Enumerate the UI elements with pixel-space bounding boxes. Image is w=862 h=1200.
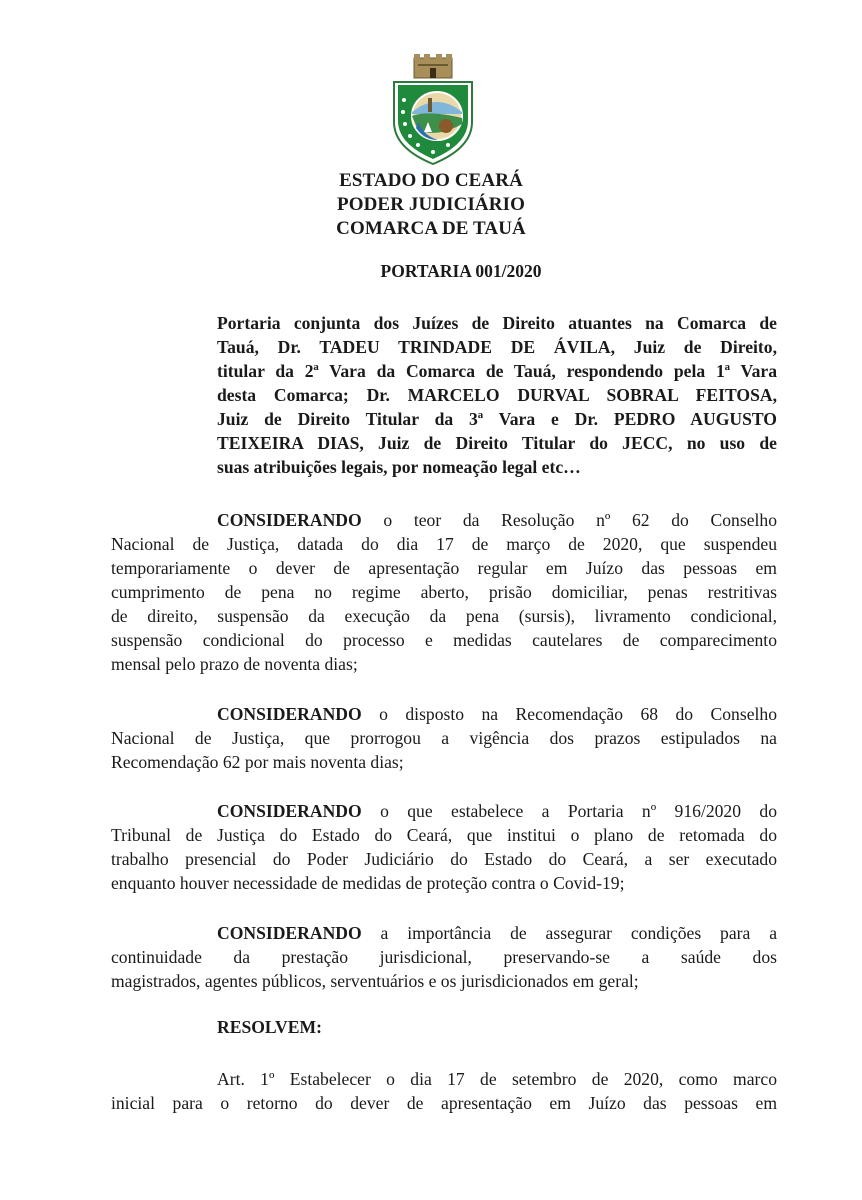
paragraph-text: o disposto na Recomendação 68 do Conselho (361, 704, 777, 724)
header-state: ESTADO DO CEARÁ (339, 170, 523, 191)
ementa-line: Portaria conjunta dos Juízes de Direito atuantes na Comarca de (217, 313, 777, 333)
paragraph-line: continuidade da prestação jurisdicional, preservando-se a saúde dos (111, 947, 777, 967)
paragraph-first-line: Art. 1º Estabelecer o dia 17 de setembro de 2020, como marco (217, 1069, 777, 1089)
paragraph-line: Nacional de Justiça, datada do dia 17 de março de 2020, que suspendeu (111, 534, 777, 554)
paragraph-line: Recomendação 62 por mais noventa dias; (111, 752, 404, 772)
ceara-coat-of-arms-logo (388, 52, 478, 168)
header-district: COMARCA DE TAUÁ (336, 218, 526, 239)
ementa-line: desta Comarca; Dr. MARCELO DURVAL SOBRAL FEITOSA, (217, 385, 777, 405)
considerando-keyword: CONSIDERANDO (217, 704, 362, 724)
resolvem-heading: RESOLVEM: (217, 1017, 322, 1037)
paragraph-line: enquanto houver necessidade de medidas de proteção contra o Covid-19; (111, 873, 625, 893)
paragraph-first-line (217, 799, 777, 823)
paragraph-text: a importância de assegurar condições para a (361, 923, 777, 943)
ementa-line: TEIXEIRA DIAS, Juiz de Direito Titular do JECC, no uso de (217, 433, 777, 453)
considerando-keyword: CONSIDERANDO (217, 801, 362, 821)
paragraph-line: mensal pelo prazo de noventa dias; (111, 654, 358, 674)
considerando-keyword: CONSIDERANDO (217, 510, 362, 530)
ementa-line: Tauá, Dr. TADEU TRINDADE DE ÁVILA, Juiz de Direito, (217, 337, 777, 357)
paragraph-first-line (217, 921, 777, 945)
paragraph-text: o teor da Resolução nº 62 do Conselho (361, 510, 777, 530)
paragraph-line: de direito, suspensão da execução da pena (sursis), livramento condicional, (111, 606, 777, 626)
paragraph-line: inicial para o retorno do dever de apresentação em Juízo das pessoas em (111, 1093, 777, 1113)
ementa-line: titular da 2ª Vara da Comarca de Tauá, respondendo pela 1ª Vara (217, 361, 777, 381)
paragraph-line: Tribunal de Justiça do Estado do Ceará, que institui o plano de retomada do (111, 825, 777, 845)
paragraph-line: cumprimento de pena no regime aberto, prisão domiciliar, penas restritivas (111, 582, 777, 602)
paragraph-line: trabalho presencial do Poder Judiciário do Estado do Ceará, a ser executado (111, 849, 777, 869)
ementa-line: suas atribuições legais, por nomeação legal etc… (217, 457, 581, 477)
header-power: PODER JUDICIÁRIO (337, 194, 525, 215)
paragraph-text: o que estabelece a Portaria nº 916/2020 do (361, 801, 777, 821)
paragraph-line: suspensão condicional do processo e medidas cautelares de comparecimento (111, 630, 777, 650)
paragraph-first-line (217, 508, 777, 532)
document-title: PORTARIA 001/2020 (380, 261, 542, 281)
paragraph-first-line (217, 702, 777, 726)
ementa-line: Juiz de Direito Titular da 3ª Vara e Dr. PEDRO AUGUSTO (217, 409, 777, 429)
considerando-keyword: CONSIDERANDO (217, 923, 362, 943)
paragraph-line: Nacional de Justiça, que prorrogou a vigência dos prazos estipulados na (111, 728, 777, 748)
paragraph-line: magistrados, agentes públicos, serventuários e os jurisdicionados em geral; (111, 971, 639, 991)
paragraph-line: temporariamente o dever de apresentação regular em Juízo das pessoas em (111, 558, 777, 578)
